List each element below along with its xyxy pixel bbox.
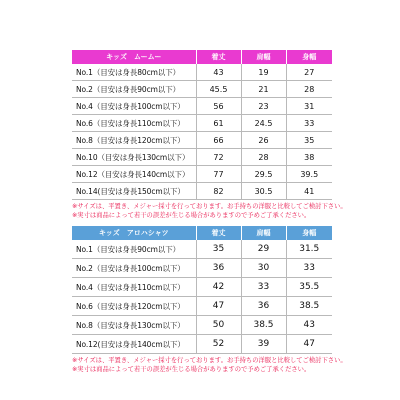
length-cell: 82	[196, 183, 241, 200]
length-cell: 45.5	[196, 81, 241, 98]
shoulder-cell: 19	[241, 64, 286, 81]
table-row	[72, 335, 332, 354]
size-name-cell: No.8（目安は身長120cm以下）	[72, 132, 196, 149]
size-name-cell: No.10（目安は身長130cm以下）	[72, 149, 196, 166]
muumuu-header-length: 着丈	[196, 50, 241, 64]
size-name-cell: No.2（目安は身長100cm以下）	[72, 259, 196, 278]
table-row	[72, 183, 332, 200]
width-cell: 39.5	[286, 166, 332, 183]
tolerance-note: ※実寸は商品によって若干の誤差が生じる場合がありますので予めご了承ください。	[72, 366, 311, 373]
aloha-size-table	[72, 226, 332, 354]
width-cell: 28	[286, 81, 332, 98]
size-name-cell: No.12（目安は身長140cm以下）	[72, 166, 196, 183]
aloha-header-row	[72, 226, 332, 240]
table-row	[72, 240, 332, 259]
aloha-header-product: キッズ アロハシャツ	[72, 226, 196, 240]
length-cell: 56	[196, 98, 241, 115]
length-cell: 72	[196, 149, 241, 166]
table-row	[72, 316, 332, 335]
length-cell: 43	[196, 64, 241, 81]
shoulder-cell: 33	[241, 278, 286, 297]
shoulder-cell: 21	[241, 81, 286, 98]
width-cell: 41	[286, 183, 332, 200]
width-cell: 31	[286, 98, 332, 115]
aloha-size-chart	[72, 226, 347, 374]
width-cell: 47	[286, 335, 332, 354]
length-cell: 52	[196, 335, 241, 354]
aloha-header-width: 身幅	[302, 229, 317, 237]
shoulder-cell: 29	[241, 240, 286, 259]
muumuu-header-width: 身幅	[302, 53, 317, 61]
size-name-cell: No.4（目安は身長100cm以下）	[72, 98, 196, 115]
table-row	[72, 297, 332, 316]
width-cell: 38.5	[286, 297, 332, 316]
width-cell: 33	[286, 259, 332, 278]
table-row	[72, 149, 332, 166]
shoulder-cell: 36	[241, 297, 286, 316]
shoulder-cell: 30	[241, 259, 286, 278]
length-cell: 50	[196, 316, 241, 335]
shoulder-cell: 24.5	[241, 115, 286, 132]
length-cell: 61	[196, 115, 241, 132]
size-name-cell: No.2（目安は身長90cm以下）	[72, 81, 196, 98]
measurement-note: ※サイズは、平置き、メジャー採寸を行っております。お手持ちの洋服と比較してご検討下さい。	[72, 357, 347, 364]
length-cell: 47	[196, 297, 241, 316]
shoulder-cell: 26	[241, 132, 286, 149]
table-row	[72, 64, 332, 81]
shoulder-cell: 38.5	[241, 316, 286, 335]
width-cell: 31.5	[286, 240, 332, 259]
shoulder-cell: 30.5	[241, 183, 286, 200]
table-row	[72, 259, 332, 278]
width-cell: 38	[286, 149, 332, 166]
aloha-notes	[72, 356, 372, 374]
aloha-header-shoulder: 肩幅	[241, 226, 286, 240]
size-name-cell: No.14(目安は身長150cm以下）	[72, 183, 196, 200]
table-row	[72, 81, 332, 98]
aloha-header-length: 着丈	[196, 226, 241, 240]
width-cell: 43	[286, 316, 332, 335]
muumuu-size-table	[72, 50, 332, 200]
shoulder-cell: 23	[241, 98, 286, 115]
width-cell: 33	[286, 115, 332, 132]
length-cell: 66	[196, 132, 241, 149]
table-row	[72, 132, 332, 149]
muumuu-header-row	[72, 50, 332, 64]
tolerance-note: ※実寸は商品によって若干の誤差が生じる場合がありますので予めご了承ください。	[72, 212, 311, 219]
shoulder-cell: 28	[241, 149, 286, 166]
width-cell: 27	[286, 64, 332, 81]
table-row	[72, 98, 332, 115]
width-cell: 35.5	[286, 278, 332, 297]
table-row	[72, 115, 332, 132]
table-row	[72, 278, 332, 297]
size-name-cell: No.1（目安は身長90cm以下）	[72, 240, 196, 259]
length-cell: 42	[196, 278, 241, 297]
muumuu-size-chart	[72, 50, 347, 220]
shoulder-cell: 39	[241, 335, 286, 354]
length-cell: 35	[196, 240, 241, 259]
muumuu-notes	[72, 202, 372, 220]
size-name-cell: No.12(目安は身長140cm以下）	[72, 335, 196, 354]
length-cell: 36	[196, 259, 241, 278]
table-row	[72, 166, 332, 183]
size-name-cell: No.6（目安は身長110cm以下）	[72, 115, 196, 132]
size-name-cell: No.4（目安は身長110cm以下）	[72, 278, 196, 297]
width-cell: 35	[286, 132, 332, 149]
muumuu-header-shoulder: 肩幅	[241, 50, 286, 64]
size-name-cell: No.8（目安は身長130cm以下）	[72, 316, 196, 335]
measurement-note: ※サイズは、平置き、メジャー採寸を行っております。お手持ちの洋服と比較してご検討下さい。	[72, 203, 347, 210]
shoulder-cell: 29.5	[241, 166, 286, 183]
size-name-cell: No.1（目安は身長80cm以下）	[72, 64, 196, 81]
muumuu-header-product: キッズ ムームー	[72, 50, 196, 64]
size-name-cell: No.6（目安は身長120cm以下）	[72, 297, 196, 316]
length-cell: 77	[196, 166, 241, 183]
